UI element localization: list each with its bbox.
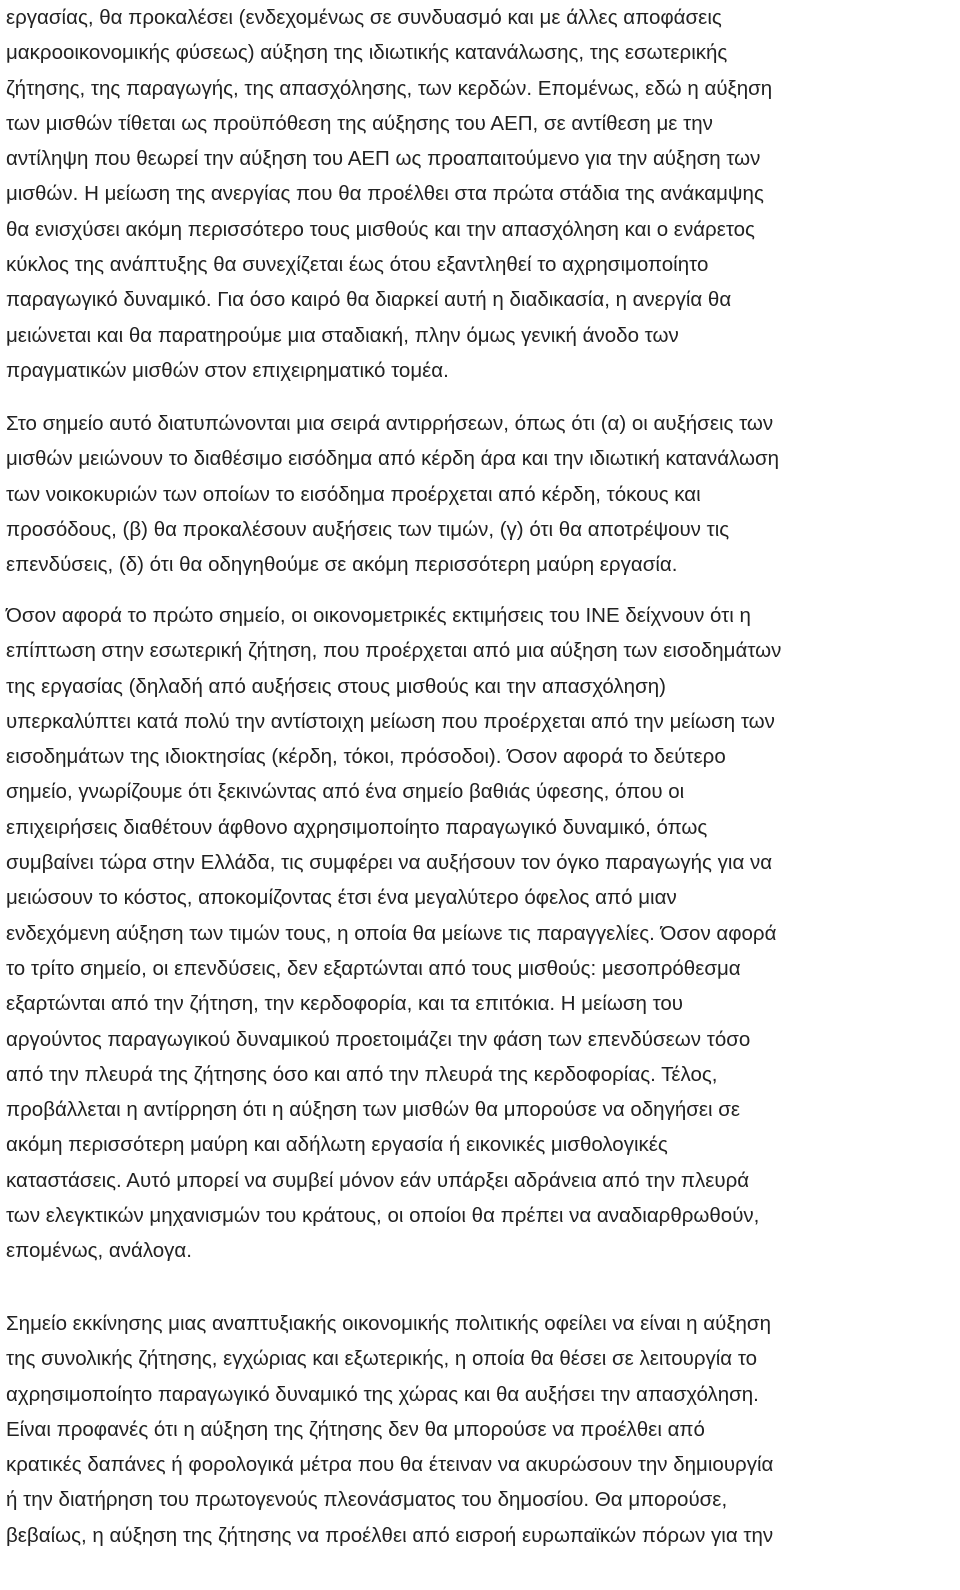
text-line: μισθών. Η μείωση της ανεργίας που θα προέλθει στα πρώτα στάδια της ανάκαμψης (6, 182, 764, 206)
text-line: συμβαίνει τώρα στην Ελλάδα, τις συμφέρει να αυξήσουν τον όγκο παραγωγής για να (6, 851, 773, 875)
paragraph (6, 1306, 773, 1553)
text-line: εργασίας, θα προκαλέσει (ενδεχομένως σε συνδυασμό και με άλλες αποφάσεις (6, 6, 722, 29)
text-line: προβάλλεται η αντίρρηση ότι η αύξηση των μισθών θα μπορούσε να οδηγήσει σε (6, 1098, 741, 1122)
text-line: το τρίτο σημείο, οι επενδύσεις, δεν εξαρτώνται από τους μισθούς: μεσοπρόθεσμα (6, 956, 741, 980)
text-line: Όσον αφορά το πρώτο σημείο, οι οικονομετρικές εκτιμήσεις του ΙΝΕ δείχνουν ότι η (6, 604, 751, 627)
text-line: επομένως, ανάλογα. (6, 1239, 192, 1263)
text-line: πραγματικών μισθών στον επιχειρηματικό τομέα. (6, 358, 449, 382)
text-line: μισθών μειώνουν το διαθέσιμο εισόδημα από κέρδη άρα και την ιδιωτική κατανάλωση (6, 447, 780, 471)
text-line: κύκλος της ανάπτυξης θα συνεχίζεται έως ότου εξαντληθεί το αχρησιμοποίητο (6, 253, 709, 277)
text-line: ή την διατήρηση του πρωτογενούς πλεονάσματος του δημοσίου. Θα μπορούσε, (6, 1488, 728, 1512)
text-line: μειώνεται και θα παρατηρούμε μια σταδιακή, πλην όμως γενική άνοδο των (6, 323, 679, 347)
text-line: των ελεγκτικών μηχανισμών του κράτους, οι οποίοι θα πρέπει να αναδιαρθρωθούν, (6, 1204, 760, 1228)
text-line: της συνολικής ζήτησης, εγχώριας και εξωτερικής, η οποία θα θέσει σε λειτουργία το (6, 1347, 758, 1371)
text-line: ακόμη περισσότερη μαύρη και αδήλωτη εργασία ή εικονικές μισθολογικές (6, 1133, 668, 1157)
text-line: μακροοικονομικής φύσεως) αύξηση της ιδιωτικής κατανάλωσης, της εσωτερικής (6, 41, 728, 65)
text-line: από την πλευρά της ζήτησης όσο και από την πλευρά της κερδοφορίας. Τέλος, (6, 1062, 718, 1086)
text-line: ζήτησης, της παραγωγής, της απασχόλησης, των κερδών. Επομένως, εδώ η αύξηση (6, 76, 773, 100)
text-line: ενδεχόμενη αύξηση των τιμών τους, η οποία θα μείωνε τις παραγγελίες. Όσον αφορά (6, 921, 777, 945)
text-line: θα ενισχύσει ακόμη περισσότερο τους μισθούς και την απασχόληση και ο ενάρετος (6, 217, 755, 241)
text-line: επιχειρήσεις διαθέτουν άφθονο αχρησιμοποίητο παραγωγικό δυναμικό, όπως (6, 815, 708, 839)
text-line: σημείο, γνωρίζουμε ότι ξεκινώντας από ένα σημείο βαθιάς ύφεσης, όπου οι (6, 780, 685, 804)
text-line: παραγωγικό δυναμικό. Για όσο καιρό θα διαρκεί αυτή η διαδικασία, η ανεργία θα (6, 288, 732, 312)
text-line: αργούντος παραγωγικού δυναμικού προετοιμάζει την φάση των επενδύσεων τόσο (6, 1027, 751, 1051)
text-line: Στο σημείο αυτό διατυπώνονται μια σειρά αντιρρήσεων, όπως ότι (α) οι αυξήσεις των (6, 412, 774, 435)
text-line: αντίληψη που θεωρεί την αύξηση του ΑΕΠ ως προαπαιτούμενο για την αύξηση των (6, 147, 761, 171)
text-line: των νοικοκυριών των οποίων το εισόδημα προέρχεται από κέρδη, τόκους και (6, 482, 701, 506)
text-line: Είναι προφανές ότι η αύξηση της ζήτησης δεν θα μπορούσε να προέλθει από (6, 1417, 705, 1441)
paragraph (6, 406, 779, 582)
text-line: βεβαίως, η αύξηση της ζήτησης να προέλθει από εισροή ευρωπαϊκών πόρων για την (6, 1523, 774, 1547)
paragraph (6, 0, 772, 388)
text-line: επίπτωση στην εσωτερική ζήτηση, που προέρχεται από μια αύξηση των εισοδημάτων (6, 639, 782, 663)
text-line: εισοδημάτων της ιδιοκτησίας (κέρδη, τόκοι, πρόσοδοι). Όσον αφορά το δεύτερο (6, 745, 726, 769)
text-line: προσόδους, (β) θα προκαλέσουν αυξήσεις των τιμών, (γ) ότι θα αποτρέψουν τις (6, 517, 730, 541)
text-line: αχρησιμοποίητο παραγωγικό δυναμικό της χώρας και θα αυξήσει την απασχόληση. (6, 1382, 759, 1406)
text-line: επενδύσεις, (δ) ότι θα οδηγηθούμε σε ακόμη περισσότερη μαύρη εργασία. (6, 553, 678, 577)
text-line: υπερκαλύπτει κατά πολύ την αντίστοιχη μείωση που προέρχεται από την μείωση των (6, 709, 775, 733)
paragraph (6, 598, 781, 1269)
text-line: των μισθών τίθεται ως προϋπόθεση της αύξησης του ΑΕΠ, σε αντίθεση με την (6, 111, 713, 135)
text-line: Σημείο εκκίνησης μιας αναπτυξιακής οικονομικής πολιτικής οφείλει να είναι η αύξηση (6, 1312, 771, 1335)
text-line: μειώσουν το κόστος, αποκομίζοντας έτσι ένα μεγαλύτερο όφελος από μιαν (6, 886, 677, 910)
text-line: κρατικές δαπάνες ή φορολογικά μέτρα που θα έτειναν να ακυρώσουν την δημιουργία (6, 1453, 774, 1477)
text-line: εξαρτώνται από την ζήτηση, την κερδοφορία, και τα επιτόκια. Η μείωση του (6, 992, 683, 1016)
text-line: καταστάσεις. Αυτό μπορεί να συμβεί μόνον εάν υπάρξει αδράνεια από την πλευρά (6, 1168, 750, 1192)
text-line: της εργασίας (δηλαδή από αυξήσεις στους μισθούς και την απασχόληση) (6, 674, 666, 698)
